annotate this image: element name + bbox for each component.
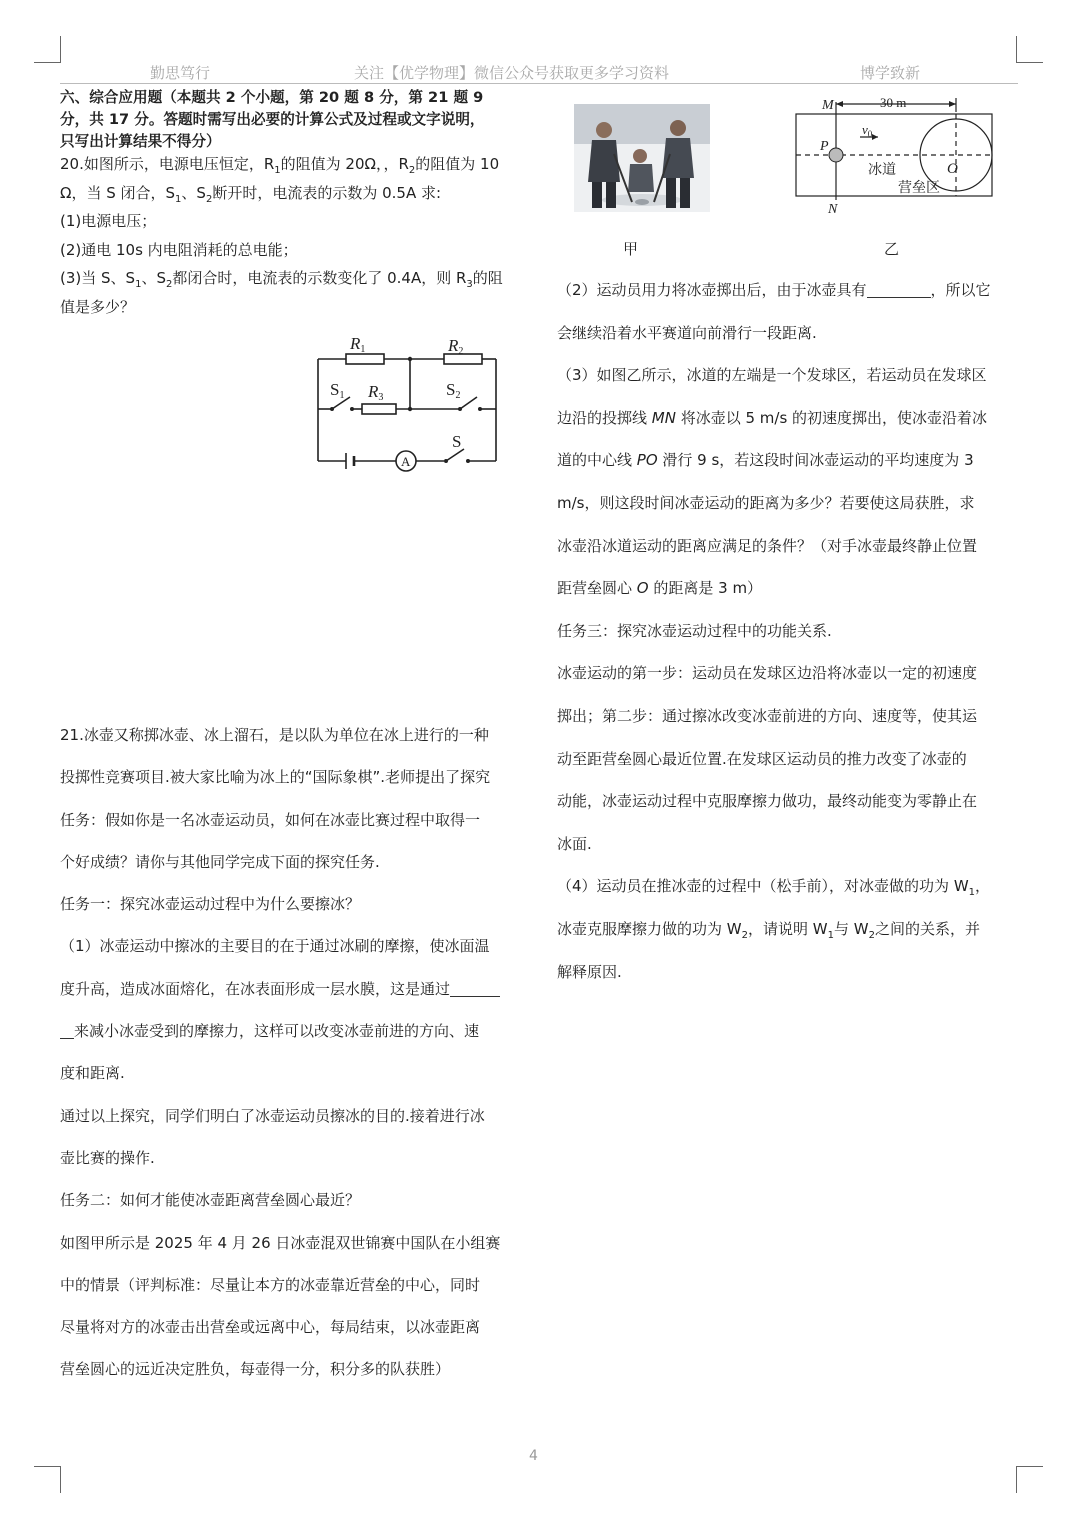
q20-line: 20.如图所示，电源电压恒定，$R_1$的阻值为 20Ω，，$R_2$的阻值为 10 [60,155,500,176]
corner-mark-bottom-left [34,1466,61,1493]
label-p: P [820,139,829,154]
page-number: 4 [529,1448,538,1464]
answer-blank-2 [867,282,931,298]
q21-right-line: 动至距营垒圆心最近位置.在发球区运动员的推力改变了冰壶的 [557,749,967,768]
q21-right-line: （4）运动员在推冰壶的过程中（松手前），对冰壶做的功为 $W_1$， [557,877,991,899]
q21-right-line: 掷出；第二步：通过擦冰改变冰壶前进的方向、速度等，使其运 [557,706,978,725]
q21-line: 任务一：探究冰壶运动过程中为什么要擦冰？ [60,895,361,914]
label-r3: R3 [368,382,384,403]
q21-right-line: 冰面. [557,834,592,853]
label-r1: R1 [350,335,366,355]
q20-line: Ω，当 S 闭合，$S_1$、$S_2$断开时，电流表的示数为 0.5A 求: [60,183,442,205]
header-right-motto: 博学致新 [860,64,921,82]
q20-item-2: (2)通电 10s 内电阻消耗的总电能； [60,240,298,259]
q21-right-line: m/s，则这段时间冰壶运动的距离为多少？若要使这局获胜，求 [557,493,975,512]
q21-right-line: 冰壶克服摩擦力做的功为 $W_2$，请说明 $W_1$与 $W_2$之间的关系，并 [557,919,980,941]
answer-blank-1a [450,981,500,997]
label-s2: S2 [446,380,461,401]
label-ammeter: A [401,454,411,469]
q21-right-line: （3）如图乙所示，冰道的左端是一个发球区，若运动员在发球区 [557,366,987,385]
q21-line: 来减小冰壶受到的摩擦力，这样可以改变冰壶前进的方向、速 [60,1010,522,1052]
q20-item-1: (1)电源电压； [60,212,157,230]
header-rule [60,83,1018,84]
q21-right-line: 道的中心线 PO 滑行 9 s，若这段时间冰壶运动的平均速度为 3 [557,451,974,470]
label-n: N [828,202,838,217]
label-r2: R2 [448,336,464,357]
section-heading-line: 分，共 17 分。答题时需写出必要的计算公式及过程或文字说明， [60,111,485,128]
corner-mark-bottom-right [1016,1466,1043,1493]
q21-right-line: 冰壶运动的第一步：运动员在发球区边沿将冰壶以一定的初速度 [557,664,978,683]
label-lane: 冰道 [868,163,896,178]
label-m: M [822,98,834,113]
q21-right-line: （2）运动员用力将冰壶掷出后，由于冰壶具有 ，所以它 [557,281,991,299]
q21-right-line: 解释原因. [557,962,622,981]
q21-line: 度和距离. [60,1064,125,1083]
section-heading-line: 六、综合应用题（本题共 2 个小题，第 20 题 8 分，第 21 题 9 [60,89,484,106]
header-center-notice: 关注【优学物理】微信公众号获取更多学习资料 [354,64,670,82]
q21-line: 尽量将对方的冰壶击出营垒或远离中心，每局结束，以冰壶距离 [60,1318,481,1337]
label-s: S [452,432,462,451]
q21-right-line: 任务三：探究冰壶运动过程中的功能关系. [557,621,832,640]
resistor-r3 [362,404,396,414]
curling-stone [829,148,843,162]
corner-mark-top-right [1016,36,1043,63]
q21-line: 21.冰壶又称掷冰壶、冰上溜石，是以队为单位在冰上进行的一种 [60,726,489,744]
q21-right-line: 动能，冰壶运动过程中克服摩擦力做功，最终动能变为零静止在 [557,792,978,811]
q21-line: （1）冰壶运动中擦冰的主要目的在于通过冰刷的摩擦，使冰面温 [60,937,490,956]
corner-mark-top-left [34,36,61,63]
header-left-motto: 勤思笃行 [150,64,211,82]
curling-photo [574,104,710,212]
resistor-r1 [346,354,384,364]
question-21 [60,714,522,1391]
q21-right-line: 冰壶沿冰道运动的距离应满足的条件？（对手冰壶最终静止位置 [557,536,978,555]
label-o: O [947,161,958,177]
label-house: 营垒区 [898,181,940,196]
section-heading-line: 只写出计算结果不得分） [60,133,221,150]
q20-item-3: (3)当 S、$S_1$、$S_2$都闭合时，电流表的示数变化了 0.4A，则 $R_3$的阻 [60,269,503,290]
q21-line: 通过以上探究，同学们明白了冰壶运动员擦冰的目的.接着进行冰 [60,1106,485,1125]
curling-sheet-diagram [790,92,1005,217]
q21-right-line: 会继续沿着水平赛道向前滑行一段距离. [557,323,817,342]
q21-right-line: 距营垒圆心 O 的距离是 3 m） [557,579,763,598]
q21-line: 中的情景（评判标准：尽量让本方的冰壶靠近营垒的中心，同时 [60,1275,481,1294]
q21-line: 任务：假如你是一名冰壶运动员，如何在冰壶比赛过程中取得一 [60,810,481,829]
figure-caption-jia: 甲 [623,240,639,258]
question-20 [60,150,522,321]
q21-line: 如图甲所示是 2025 年 4 月 26 日冰壶混双世锦赛中国队在小组赛 [60,1233,501,1252]
q20-item-3-cont: 值是多少？ [60,297,136,316]
q21-line: 营垒圆心的远近决定胜负，每壶得一分，积分多的队获胜） [60,1360,451,1379]
distance-label: 30 m [880,95,907,110]
switch-s2 [460,397,477,409]
q21-line: 个好成绩？请你与其他同学完成下面的探究任务. [60,852,380,871]
circuit-diagram [312,335,502,475]
question-21-continued [557,269,1019,993]
q21-line: 度升高，造成冰面熔化，在冰表面形成一层水膜，这是通过 [60,968,522,1010]
label-v0: $v_0$ [862,122,873,139]
figure-caption-yi: 乙 [884,240,900,258]
q21-right-line: 边沿的投掷线 MN 将冰壶以 5 m/s 的初速度掷出，使冰壶沿着冰 [557,408,988,427]
section-heading [60,87,522,153]
q21-line: 壶比赛的操作. [60,1148,155,1167]
q21-line: 投掷性竞赛项目.被大家比喻为冰上的“国际象棋”.老师提出了探究 [60,768,491,787]
label-s1: S1 [330,380,345,401]
q21-line: 任务二：如何才能使冰壶距离营垒圆心最近？ [60,1191,361,1210]
answer-blank-1b [60,1023,74,1039]
